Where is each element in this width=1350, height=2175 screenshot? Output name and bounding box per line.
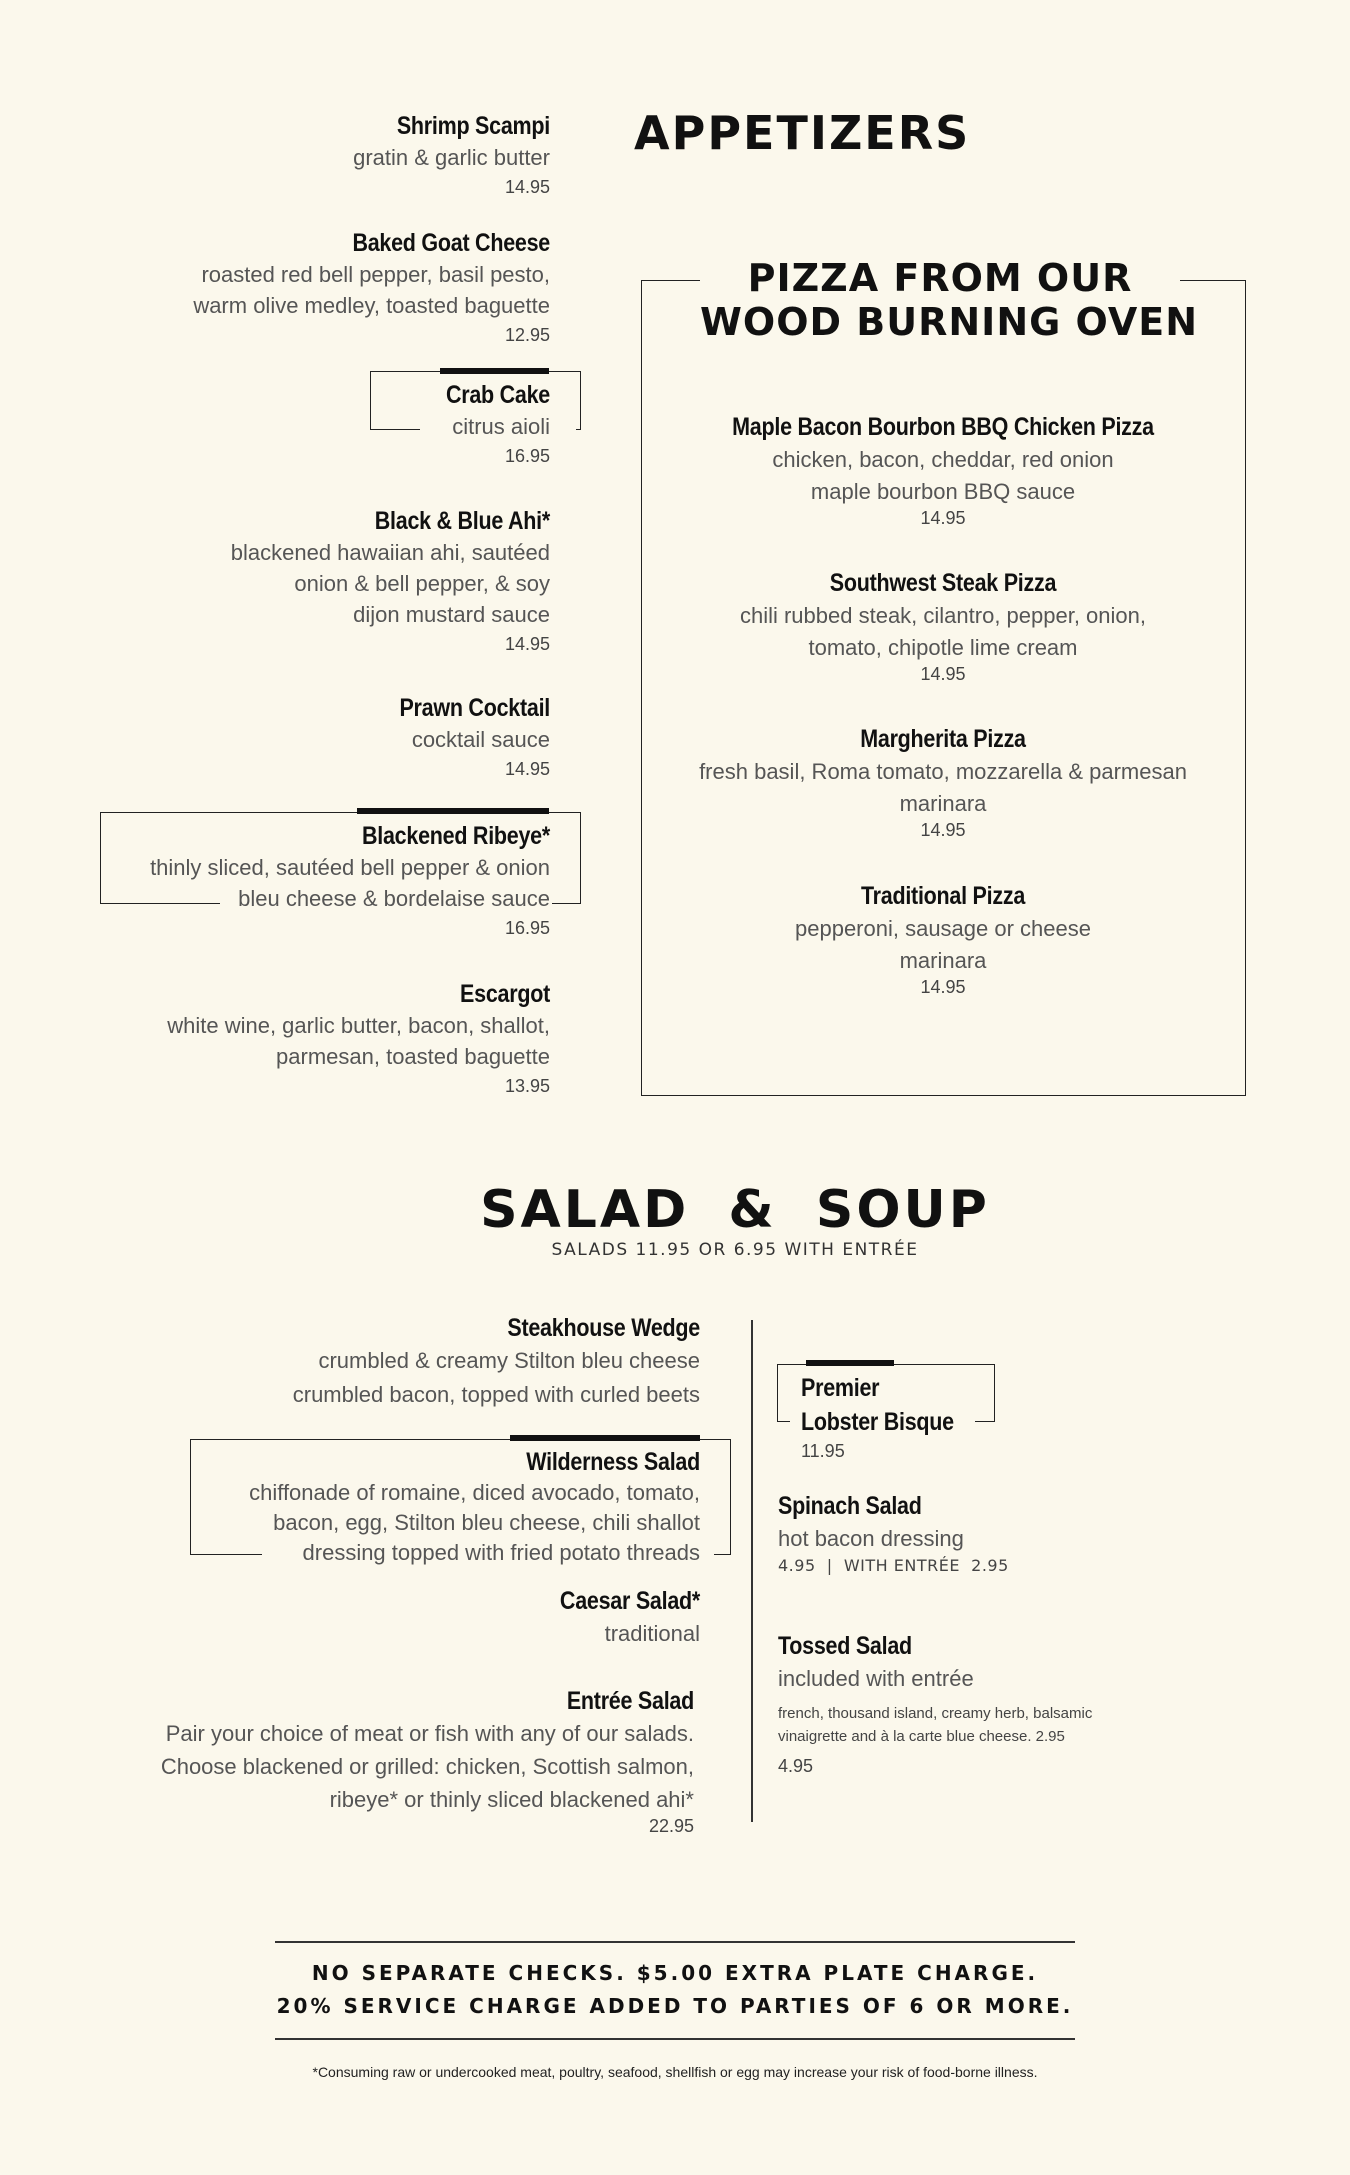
footer-rule-bottom <box>275 2038 1075 2040</box>
item-name: Steakhouse Wedge <box>507 1314 700 1342</box>
item-note: vinaigrette and à la carte blue cheese. 2.95 <box>778 1728 1065 1745</box>
item-desc: maple bourbon BBQ sauce <box>810 479 1076 504</box>
menu-item-wilderness-salad <box>100 1446 700 1568</box>
item-price: 14.95 <box>920 664 966 684</box>
item-price: 14.95 <box>920 508 966 528</box>
item-name: Shrimp Scampi <box>396 112 550 140</box>
menu-item-black-blue-ahi <box>30 505 550 658</box>
menu-item-spinach-salad <box>778 1490 1298 1576</box>
pizza-title-line: WOOD BURNING OVEN <box>700 300 1198 344</box>
menu-item-tossed-salad <box>778 1630 1298 1778</box>
item-price: 14.95 <box>504 177 550 197</box>
item-desc: blackened hawaiian ahi, sautéed <box>230 540 550 565</box>
menu-item-caesar-salad <box>100 1585 700 1651</box>
item-note: french, thousand island, creamy herb, balsamic <box>778 1705 1093 1722</box>
menu-item-margherita-pizza <box>643 723 1243 841</box>
menu-item-traditional-pizza <box>643 880 1243 998</box>
item-desc: traditional <box>604 1621 700 1646</box>
item-price: 14.95 <box>504 759 550 779</box>
item-name: Prawn Cocktail <box>399 694 550 722</box>
item-desc: crumbled bacon, topped with curled beets <box>292 1382 700 1407</box>
item-name: Spinach Salad <box>778 1492 922 1520</box>
item-name: Blackened Ribeye* <box>361 822 550 850</box>
item-desc: tomato, chipotle lime cream <box>808 635 1078 660</box>
menu-item-blackened-ribeye <box>30 820 550 942</box>
pizza-title <box>700 256 1198 344</box>
footer-policy <box>200 1957 1150 2023</box>
item-name: Southwest Steak Pizza <box>829 569 1057 597</box>
item-desc: gratin & garlic butter <box>353 145 550 170</box>
menu-item-entree-salad <box>74 1685 694 1836</box>
item-desc: fresh basil, Roma tomato, mozzarella & parmesan <box>699 759 1187 784</box>
bisque-accent-bar <box>806 1360 894 1366</box>
menu-item-steakhouse-wedge <box>100 1312 700 1412</box>
policy-line: NO SEPARATE CHECKS. $5.00 EXTRA PLATE CHARGE. <box>311 1961 1039 1985</box>
menu-item-prawn-cocktail <box>30 692 550 783</box>
item-desc: cocktail sauce <box>411 727 550 752</box>
item-desc: Pair your choice of meat or fish with any of our salads. <box>165 1721 694 1746</box>
salad-soup-title: SALAD & SOUP <box>480 1180 990 1240</box>
item-desc: crumbled & creamy Stilton bleu cheese <box>318 1348 700 1373</box>
item-price: 14.95 <box>920 820 966 840</box>
menu-item-crab-cake <box>250 379 550 470</box>
item-price: 16.95 <box>504 446 550 466</box>
item-desc: chicken, bacon, cheddar, red onion <box>772 447 1114 472</box>
menu-item-baked-goat-cheese <box>30 227 550 349</box>
item-name: Lobster Bisque <box>801 1408 954 1436</box>
item-price: 4.95 <box>778 1756 814 1776</box>
salad-soup-subtitle: SALADS 11.95 OR 6.95 WITH ENTRÉE <box>551 1240 919 1260</box>
item-name: Baked Goat Cheese <box>352 229 550 257</box>
item-desc: roasted red bell pepper, basil pesto, <box>201 262 550 287</box>
crab-cake-accent-bar <box>440 368 549 374</box>
menu-item-southwest-steak-pizza <box>643 567 1243 685</box>
raw-food-disclaimer: *Consuming raw or undercooked meat, poultry, seafood, shellfish or egg may increase your risk of food-borne illness. <box>312 2064 1038 2080</box>
pizza-title-line: PIZZA FROM OUR <box>747 256 1133 300</box>
item-name: Premier <box>801 1374 880 1402</box>
menu-item-bbq-chicken-pizza <box>643 411 1243 529</box>
item-price: 16.95 <box>504 918 550 938</box>
column-divider <box>751 1320 753 1822</box>
item-price: 11.95 <box>801 1441 845 1461</box>
item-price: 12.95 <box>504 325 550 345</box>
wilderness-accent-bar <box>510 1435 700 1441</box>
item-name: Black & Blue Ahi* <box>374 507 550 535</box>
item-price: 4.95 | WITH ENTRÉE 2.95 <box>778 1556 1009 1575</box>
item-desc: ribeye* or thinly sliced blackened ahi* <box>329 1787 694 1812</box>
item-desc: marinara <box>899 791 987 816</box>
item-name: Margherita Pizza <box>860 725 1026 753</box>
item-desc: Choose blackened or grilled: chicken, Scottish salmon, <box>160 1754 694 1779</box>
footer-rule-top <box>275 1941 1075 1943</box>
item-desc: marinara <box>899 948 987 973</box>
policy-line: 20% SERVICE CHARGE ADDED TO PARTIES OF 6 OR MORE. <box>276 1994 1074 2018</box>
item-desc: white wine, garlic butter, bacon, shallot, <box>167 1013 550 1038</box>
ribeye-accent-bar <box>357 808 549 814</box>
item-desc: chili rubbed steak, cilantro, pepper, onion, <box>739 603 1147 628</box>
item-name: Maple Bacon Bourbon BBQ Chicken Pizza <box>732 413 1154 441</box>
item-name: Tossed Salad <box>778 1632 912 1660</box>
item-desc: dressing topped with fried potato threads <box>302 1540 700 1565</box>
item-desc: parmesan, toasted baguette <box>276 1044 550 1069</box>
item-desc: included with entrée <box>778 1666 974 1691</box>
item-desc: thinly sliced, sautéed bell pepper & onion <box>150 855 550 880</box>
item-name: Crab Cake <box>445 381 550 409</box>
item-desc: hot bacon dressing <box>778 1526 964 1551</box>
item-name: Caesar Salad* <box>559 1587 700 1615</box>
item-desc: onion & bell pepper, & soy <box>294 571 550 596</box>
item-desc: chiffonade of romaine, diced avocado, tomato, <box>249 1480 700 1505</box>
item-desc: bacon, egg, Stilton bleu cheese, chili shallot <box>273 1510 700 1535</box>
item-name: Entrée Salad <box>566 1687 694 1715</box>
item-price: 14.95 <box>920 977 966 997</box>
item-desc: dijon mustard sauce <box>353 602 550 627</box>
item-name: Wilderness Salad <box>526 1448 700 1476</box>
item-price: 22.95 <box>648 1816 694 1836</box>
menu-item-lobster-bisque <box>801 1371 1101 1463</box>
item-name: Traditional Pizza <box>860 882 1026 910</box>
item-name: Escargot <box>460 980 550 1008</box>
menu-item-escargot <box>30 978 550 1100</box>
appetizers-title: APPETIZERS <box>634 106 971 160</box>
item-price: 14.95 <box>504 634 550 654</box>
item-desc: bleu cheese & bordelaise sauce <box>238 886 550 911</box>
item-desc: pepperoni, sausage or cheese <box>795 916 1091 941</box>
item-desc: citrus aioli <box>452 414 550 439</box>
menu-item-shrimp-scampi <box>30 110 550 201</box>
item-desc: warm olive medley, toasted baguette <box>193 293 550 318</box>
item-price: 13.95 <box>504 1076 550 1096</box>
